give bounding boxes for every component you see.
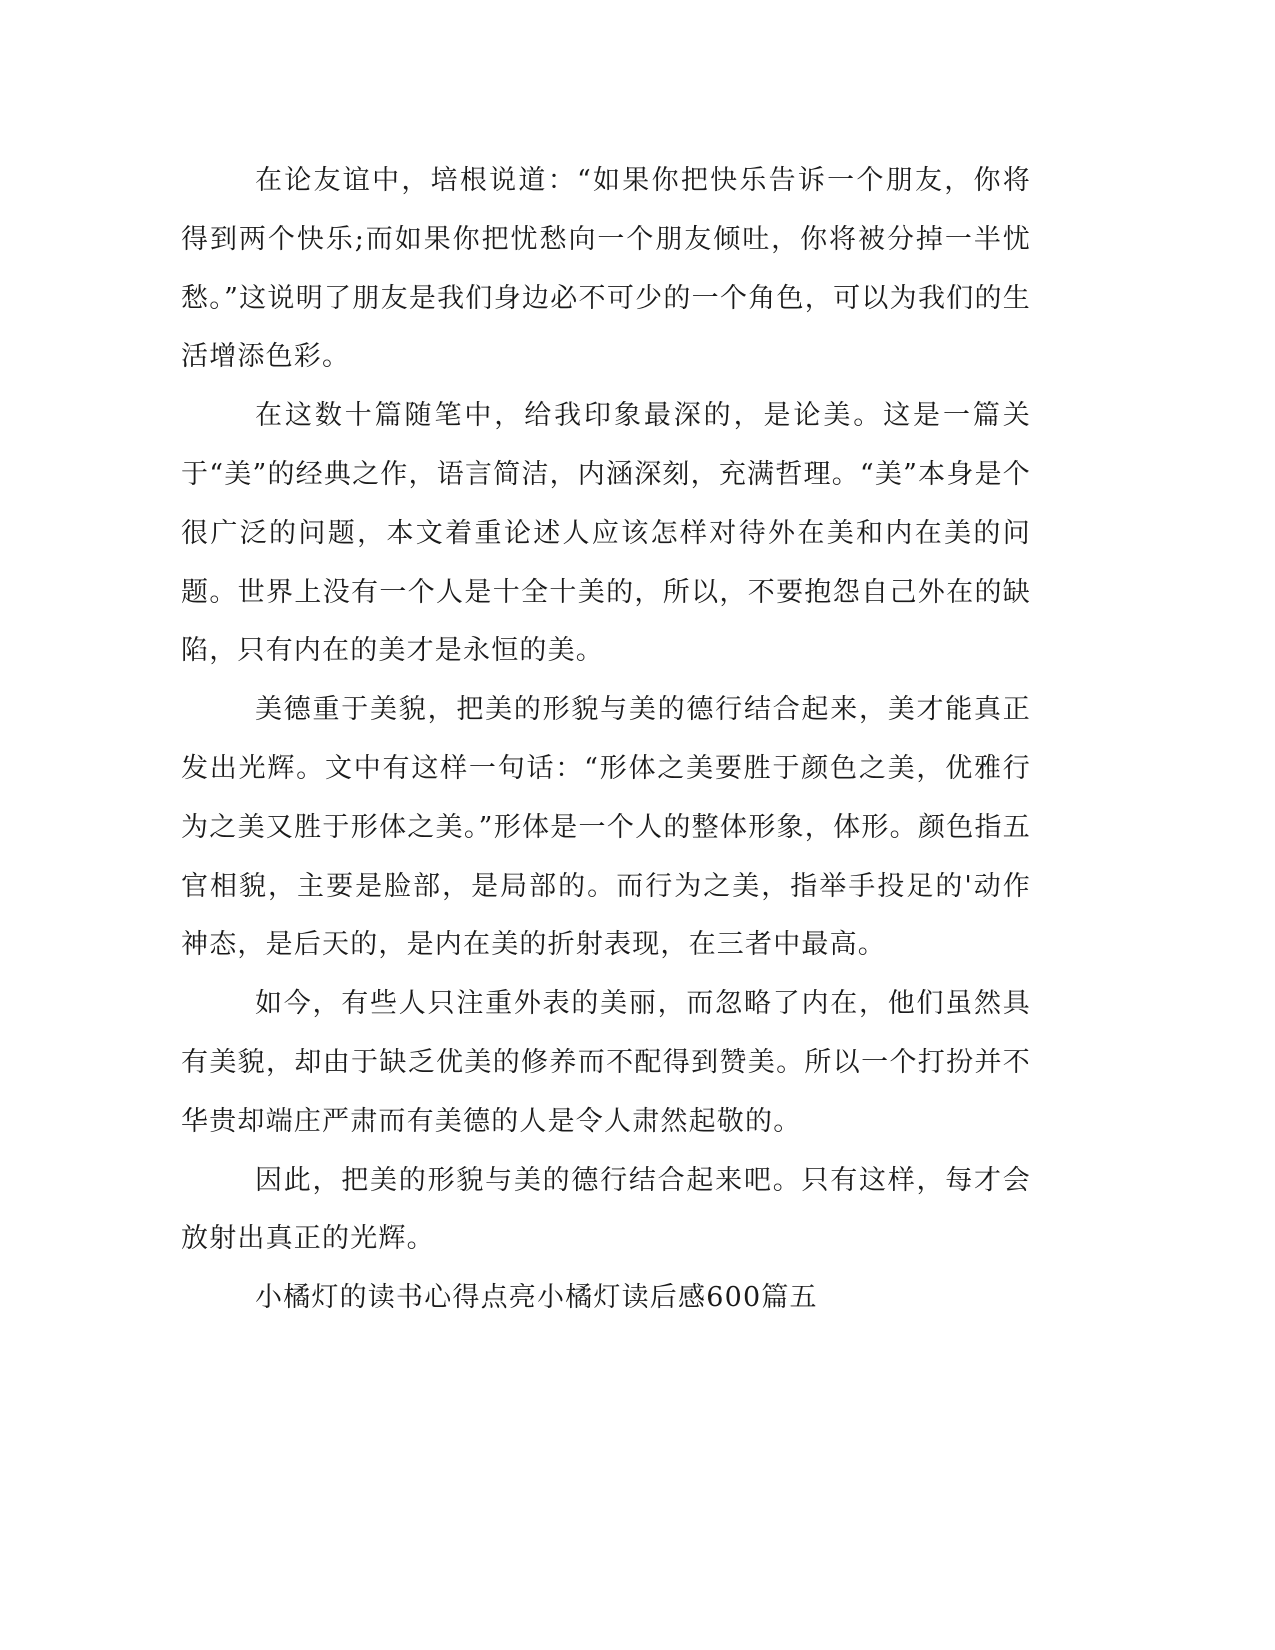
section-heading: 小橘灯的读书心得点亮小橘灯读后感600篇五 — [255, 1282, 818, 1314]
paragraph-appearance: 如今，有些人只注重外表的美丽，而忽略了内在，他们虽然具有美貌，却由于缺乏优美的修养而不配得到赞美。所以一个打扮并不华贵却端庄严肃而有美德的人是令人肃然起敬的。 — [181, 988, 1031, 1137]
paragraph-conclusion: 因此，把美的形貌与美的德行结合起来吧。只有这样，每才会放射出真正的光辉。 — [181, 1164, 1031, 1255]
paragraph-on-beauty: 在这数十篇随笔中，给我印象最深的，是论美。这是一篇关于“美”的经典之作，语言简洁，内涵深刻，充满哲理。“美”本身是个很广泛的问题，本文着重论述人应该怎样对待外在美和内在美的问题。世界上没有一个人是十全十美的，所以，不要抱怨自己外在的缺陷，只有内在的美才是永恒的美。 — [181, 400, 1031, 667]
document-body — [181, 152, 1031, 1328]
paragraph-friendship: 在论友谊中，培根说道：“如果你把快乐告诉一个朋友，你将得到两个快乐;而如果你把忧愁向一个朋友倾吐，你将被分掉一半忧愁。”这说明了朋友是我们身边必不可少的一个角色，可以为我们的生活增添色彩。 — [181, 165, 1031, 373]
paragraph-virtue-over-looks: 美德重于美貌，把美的形貌与美的德行结合起来，美才能真正发出光辉。文中有这样一句话：“形体之美要胜于颜色之美，优雅行为之美又胜于形体之美。”形体是一个人的整体形象，体形。颜色指五官相貌，主要是脸部，是局部的。而行为之美，指举手投足的'动作神态，是后天的，是内在美的折射表现，在三者中最高。 — [181, 694, 1031, 961]
